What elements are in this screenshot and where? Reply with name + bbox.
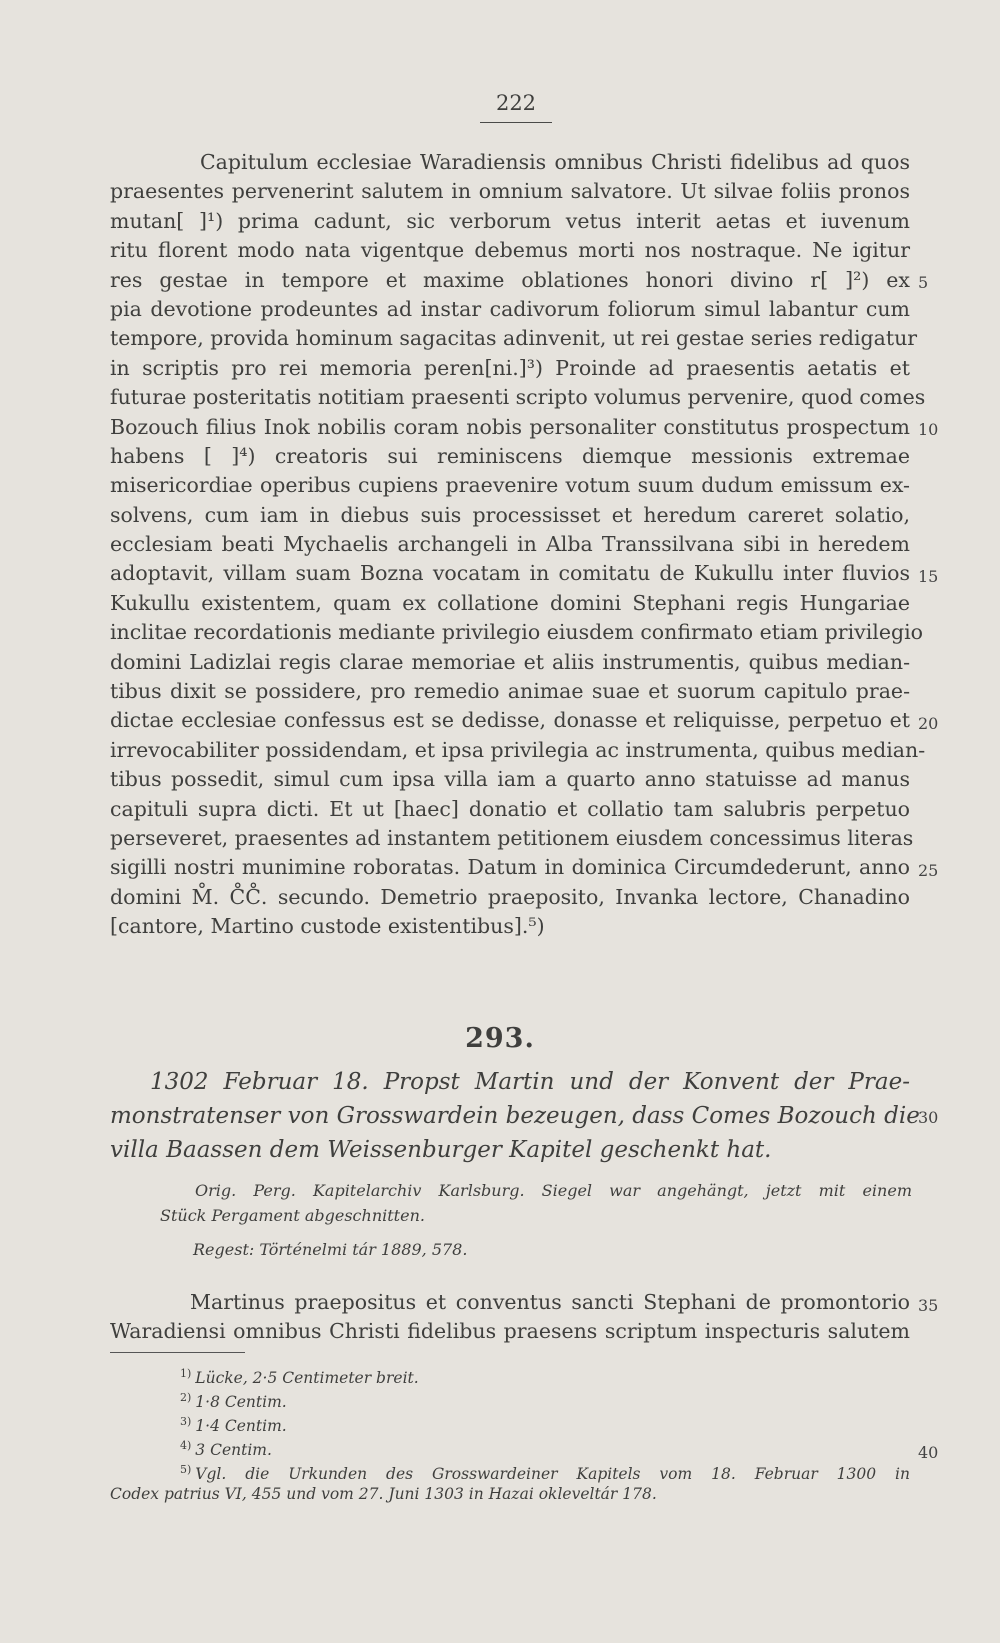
footnotes [110,1362,910,1506]
text-line: tibus possedit, simul cum ipsa villa iam a quarto anno statuisse ad manus [110,767,910,792]
regest-reference: Regest: Történelmi tár 1889, 578. [193,1240,468,1259]
footnote-text: Lücke, 2·5 Centimeter breit. [195,1369,419,1388]
text-line: domini M̊. C̊C̊. secundo. Demetrio praeposito, Invanka lectore, Chanadino [110,884,910,909]
regest-line: monstratenser von Grosswardein bezeugen, dass Comes Bozouch die [110,1103,920,1129]
source-line: Orig. Perg. Kapitelarchiv Karlsburg. Siegel war angehängt, jetzt mit einem [195,1181,912,1200]
footnote-text: 1·4 Centim. [195,1417,287,1436]
text-line: mutan[ ]¹) prima cadunt, sic verborum vetus interit aetas et iuvenum [110,208,910,233]
text-line: Waradiensi omnibus Christi fidelibus praesens scriptum inspecturis salutem [110,1319,910,1344]
footnote-mark: 2) [180,1391,192,1404]
margin-line-number: 30 [918,1108,939,1127]
text-line: perseveret, praesentes ad instantem petitionem eiusdem concessimus literas [110,825,914,850]
footnote-text: Vgl. die Urkunden des Grosswardeiner Kapitels vom 18. Februar 1300 in [195,1465,910,1484]
text-line: ecclesiam beati Mychaelis archangeli in Alba Transsilvana sibi in heredem [110,532,910,557]
footnote-text: 3 Centim. [195,1441,272,1460]
text-line: dictae ecclesiae confessus est se dedisse, donasse et reliquisse, perpetuo et [110,708,910,733]
footnote [110,1434,910,1458]
text-line: tempore, provida hominum sagacitas adinvenit, ut rei gestae series redigatur [110,326,918,351]
footnote-divider [110,1352,245,1353]
page-number: 222 [480,92,552,123]
text-line: Kukullu existentem, quam ex collatione domini Stephani regis Hungariae [110,590,910,615]
margin-line-number: 10 [918,420,939,439]
footnote-mark: 4) [180,1439,192,1452]
footnote [110,1362,910,1386]
source-line: Stück Pergament abgeschnitten. [160,1206,425,1225]
text-line: praesentes pervenerint salutem in omnium salvatore. Ut silvae foliis pronos [110,179,910,204]
document-number: 293. [465,1023,535,1054]
text-line: sigilli nostri munimine roboratas. Datum in dominica Circumdederunt, anno [110,855,910,880]
text-line: futurae posteritatis notitiam praesenti scripto volumus pervenire, quod comes [110,385,926,410]
text-line: Bozouch filius Inok nobilis coram nobis personaliter constitutus prospectum [110,414,910,439]
footnote-mark: 1) [180,1367,192,1380]
regest-line: 1302 Februar 18. Propst Martin und der Konvent der Prae- [150,1069,910,1095]
margin-line-number: 20 [918,714,939,733]
footnote-continuation: Codex patrius VI, 455 und vom 27. Juni 1303 in Hazai okleveltár 178. [110,1485,657,1503]
margin-line-number: 40 [918,1443,939,1462]
text-line: Capitulum ecclesiae Waradiensis omnibus Christi fidelibus ad quos [200,150,910,174]
margin-line-number: 35 [918,1296,939,1315]
text-line: irrevocabiliter possidendam, et ipsa privilegia ac instrumenta, quibus median- [110,737,926,762]
text-line: Martinus praepositus et conventus sancti Stephani de promontorio [190,1290,910,1314]
text-line: pia devotione prodeuntes ad instar cadivorum foliorum simul labantur cum [110,296,910,321]
text-line: adoptavit, villam suam Bozna vocatam in comitatu de Kukullu inter fluvios [110,561,910,586]
footnote [110,1458,910,1482]
footnote [110,1410,910,1434]
footnote-mark: 5) [180,1463,192,1476]
charter-text [110,148,926,942]
text-line: misericordiae operibus cupiens praevenire votum suum dudum emissum ex- [110,473,910,498]
text-line: habens [ ]⁴) creatoris sui reminiscens diemque messionis extremae [110,443,910,468]
text-line: inclitae recordationis mediante privilegio eiusdem confirmato etiam privilegio [110,620,924,645]
regest-line: villa Baassen dem Weissenburger Kapitel geschenkt hat. [110,1137,772,1163]
text-line: res gestae in tempore et maxime oblationes honori divino r[ ]²) ex [110,267,910,292]
footnote [110,1386,910,1410]
source-note [160,1178,912,1228]
text-line: ritu florent modo nata vigentque debemus morti nos nostraque. Ne igitur [110,238,910,263]
footnote-text: 1·8 Centim. [195,1393,287,1412]
margin-line-number: 15 [918,567,939,586]
text-line: [cantore, Martino custode existentibus].⁵) [110,914,545,939]
text-line: in scriptis pro rei memoria peren[ni.]³) Proinde ad praesentis aetatis et [110,355,910,380]
text-line: tibus dixit se possidere, pro remedio animae suae et suorum capitulo prae- [110,679,910,704]
text-line: solvens, cum iam in diebus suis processisset et heredum careret solatio, [110,502,910,527]
text-line: capituli supra dicti. Et ut [haec] donatio et collatio tam salubris perpetuo [110,796,910,821]
footnote-mark: 3) [180,1415,192,1428]
margin-line-number: 5 [918,273,929,292]
charter-incipit [110,1288,910,1347]
margin-line-number: 25 [918,861,939,880]
text-line: domini Ladizlai regis clarae memoriae et aliis instrumentis, quibus median- [110,649,910,674]
document-regest [110,1065,920,1167]
